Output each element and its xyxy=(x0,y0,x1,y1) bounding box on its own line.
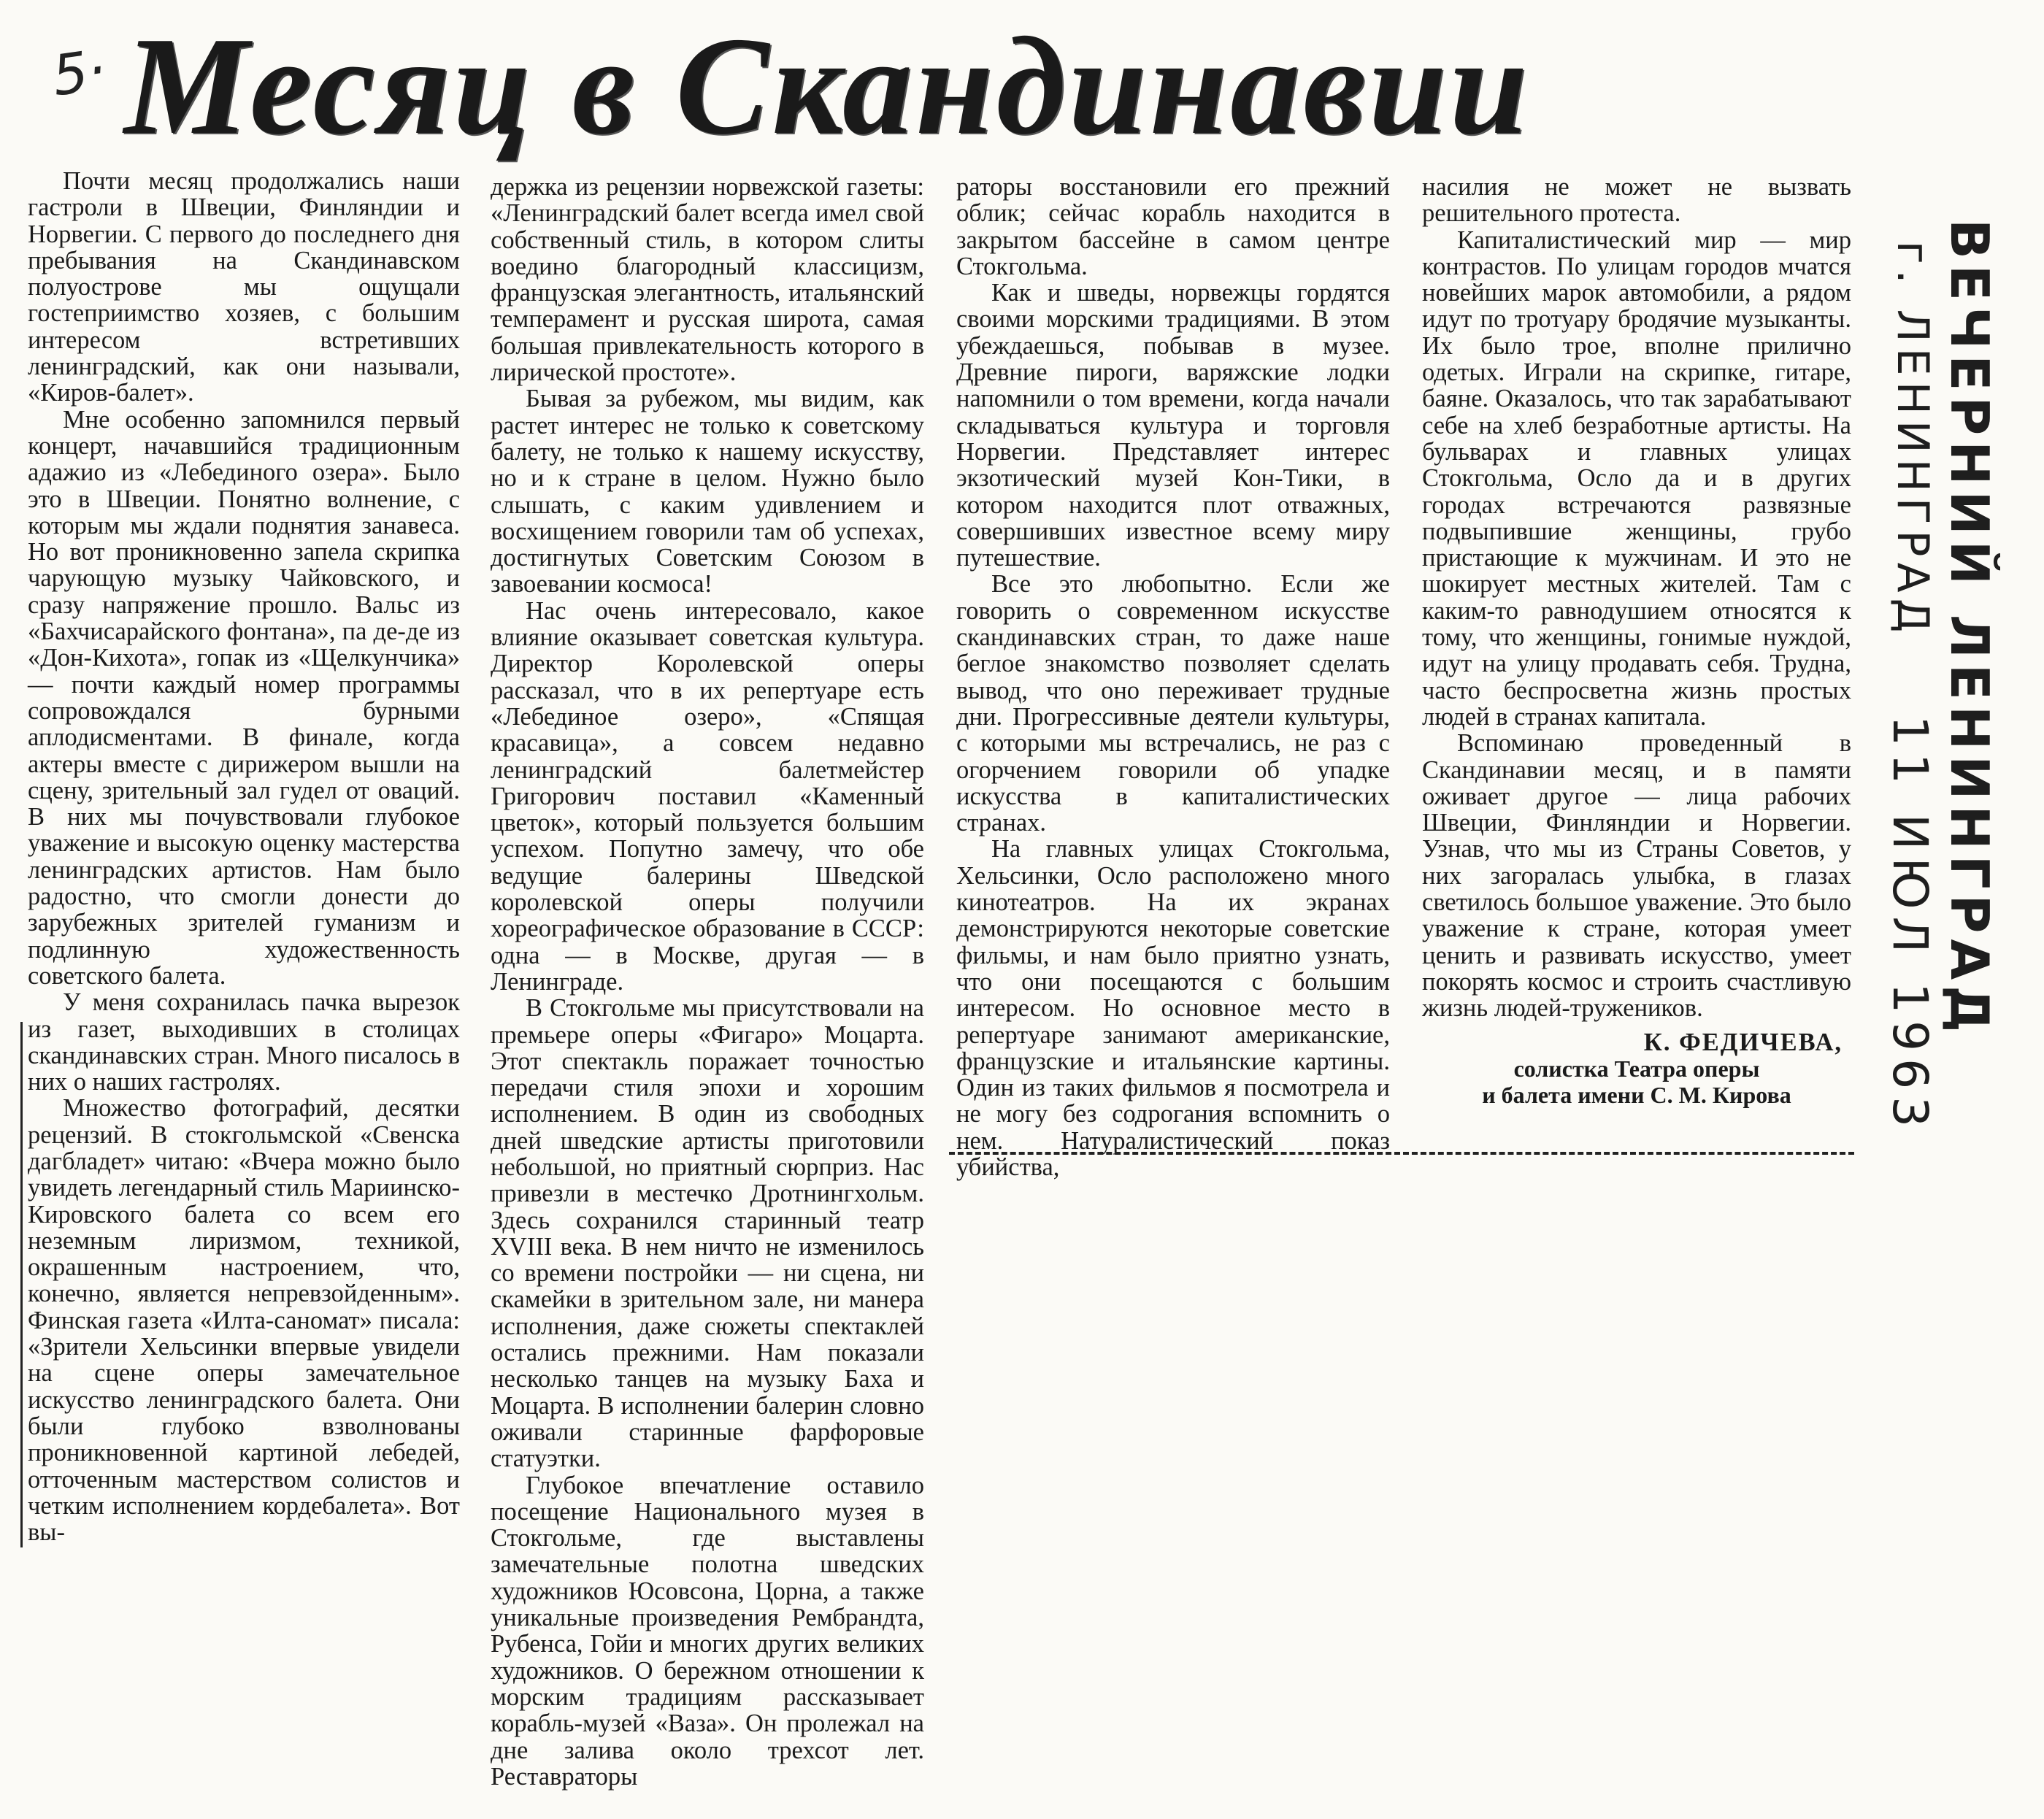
article-column-1 xyxy=(28,168,460,1545)
author-signature xyxy=(1422,1029,1851,1108)
author-role-line-2: и балета имени С. М. Кирова xyxy=(1482,1081,1791,1108)
article-column-2 xyxy=(491,174,924,1790)
paragraph: держка из рецензии норвежской газеты: «Ленинградский балет всегда имел свой собственный стиль, в котором слиты воедино благородный классицизм, французская элегантность, итальянский темперамент и русская широта, самая большая привлекательность которого в лирической простоте». xyxy=(491,173,924,387)
author-name: К. ФЕДИЧЕВА, xyxy=(1643,1028,1843,1056)
paragraph: На главных улицах Стокгольма, Хельсинки, Осло расположено много кинотеатров. На их экранах демонстрируются некоторые советские фильмы, и нам было приятно узнать, что они посещаются с большим интересом. Но основное место в репертуаре занимают американские, французские и итальянские картины. Один из таких фильмов я посмотрела и не могу без содрогания вспомнить о нем. Натуралистический показ убийства, xyxy=(956,835,1390,1181)
paragraph: В Стокгольме мы присутствовали на премьере оперы «Фигаро» Моцарта. Этот спектакль поражает точностью передачи стиля эпохи и хорошим исполнением. В один из свободных дней шведские артисты приготовили небольшой, но приятный сюрприз. Нас привезли в местечко Дротнингхольм. Здесь сохранился старинный театр XVIII века. В нем ничто не изменилось со времени постройки — ни сцена, ни скамейки в зрительном зале, ни манера исполнения, даже сюжеты спектаклей остались прежними. Нам показали несколько танцев на музыку Баха и Моцарта. В исполнении балерин словно оживали старинные фарфоровые статуэтки. xyxy=(491,994,924,1473)
paragraph: Как и шведы, норвежцы гордятся своими морскими традициями. В этом убеждаешься, побывав в музее. Древние пироги, варяжские лодки напомнили о том времени, когда начали складываться культура и торговля Норвегии. Представляет интерес экзотический музей Кон-Тики, в котором находится плот отважных, совершивших известное всему миру путешествие. xyxy=(956,279,1390,572)
author-role: солистка Театра оперы xyxy=(1513,1055,1760,1082)
paragraph: Нас очень интересовало, какое влияние оказывает советская культура. Директор Королевской оперы рассказал, что в их репертуаре есть «Лебединое озеро», «Спящая красавица», а совсем недавно ленинградский балетмейстер Григорович поставил «Каменный цветок», который пользуется большим успехом. Попутно замечу, что обе ведущие балерины Шведской королевской оперы получили хореографическое образование в СССР: одна — в Москве, другая — в Ленинграде. xyxy=(491,596,924,996)
paragraph: Множество фотографий, десятки рецензий. В стокгольмской «Свенска дагбладет» читаю: «Вчера можно было увидеть легендарный стиль Мариинско-Кировского балета со всем его неземным лиризмом, техникой, окрашенным настроением, что, конечно, является непревзойденным». Финская газета «Илта-саномат» писала: «Зрители Хельсинки впервые увидели на сцене оперы замечательное искусство ленинградского балета. Они были глубоко взволнованы проникновенной картиной лебедей, отточенным мастерством солистов и четким исполнением кордебалета». Вот вы- xyxy=(28,1094,460,1547)
paragraph: Вспоминаю проведенный в Скандинавии месяц, и в памяти оживает другое — лица рабочих Швеции, Финляндии и Норвегии. Узнав, что мы из Страны Советов, у них загоралась улыбка, в глазах светилось большое уважение. Это было уважение к стране, которая умеет ценить и развивать искусство, умеет покорять космос и строить счастливую жизнь людей-тружеников. xyxy=(1422,729,1851,1023)
newspaper-name-stamp: ВЕЧЕРНИЙ ЛЕНИНГРАД xyxy=(1939,219,2000,1039)
paragraph: Капиталистический мир — мир контрастов. По улицам городов мчатся новейших марок автомобили, а рядом идут по тротуару бродячие музыканты. Их было трое, вполне прилично одетых. Играли на скрипке, гитаре, баяне. Оказалось, что так зарабатывают себе на хлеб безработные артисты. На бульварах и главных улицах Стокгольма, Осло да и в других городах встречаются развязные подвыпившие женщины, грубо пристающие к мужчинам. И это не шокирует местных жителей. Там с каким-то равнодушием относятся к тому, что женщины, гонимые нуждой, идут на улицу продавать себя. Трудна, часто беспросветна жизнь простых людей в странах капитала. xyxy=(1422,226,1851,731)
article-column-4 xyxy=(1422,174,1851,1108)
paragraph: раторы восстановили его прежний облик; сейчас корабль находится в закрытом бассейне в самом центре Стокгольма. xyxy=(956,173,1390,280)
column-rule xyxy=(20,1022,23,1547)
handwritten-page-number: 5· xyxy=(48,36,110,109)
article-column-3 xyxy=(956,174,1390,1180)
paragraph: Глубокое впечатление оставило посещение Национального музея в Стокгольме, где выставлены замечательные полотна шведских художников Юсовсона, Цорна, а также уникальные произведения Рембрандта, Рубенса, Гойи и многих других великих художников. О бережном отношении к морским традициям рассказывает корабль-музей «Ваза». Он пролежал на дне залива около трехсот лет. Реставраторы xyxy=(491,1471,924,1791)
paragraph: насилия не может не вызвать решительного протеста. xyxy=(1422,173,1851,228)
city-stamp: г. ЛЕНИНГРАД xyxy=(1887,241,1938,639)
paragraph: Мне особенно запомнился первый концерт, начавшийся традиционным адажио из «Лебединого озера». Было это в Швеции. Понятно волнение, с которым мы ждали поднятия занавеса. Но вот проникновенно запела скрипка чарующую музыку Чайковского, и сразу напряжение прошло. Вальс из «Бахчисарайского фонтана», па де-де из «Дон-Кихота», гопак из «Щелкунчика» — почти каждый номер программы сопровождался бурными аплодисментами. В финале, когда актеры вместе с дирижером вышли на сцену, зрительный зал гудел от оваций. В них мы почувствовали глубокое уважение и высокую оценку мастерства ленинградских артистов. Нам было радостно, что смогли донести до зарубежных зрителей гуманизм и подлинную художественность советского балета. xyxy=(28,405,460,990)
date-stamp: 11 ИЮЛ 1963 xyxy=(1882,715,1938,1135)
paragraph: Все это любопытно. Если же говорить о современном искусстве скандинавских стран, то даже наше беглое знакомство позволяет сделать вывод, что оно переживает трудные дни. Прогрессивные деятели культуры, с которыми мы встречались, не раз с огорчением говорили об упадке искусства в капиталистических странах. xyxy=(956,570,1390,837)
headline: Месяц в Скандинавии xyxy=(124,8,1531,164)
paragraph: У меня сохранилась пачка вырезок из газет, выходивших в столицах скандинавских стран. Много писалось в них о наших гастролях. xyxy=(28,988,460,1096)
paragraph: Почти месяц продолжались наши гастроли в Швеции, Финляндии и Норвегии. С первого до последнего дня пребывания на Скандинавском полуострове мы ощущали гостеприимство хозяев, с большим интересом встретивших ленинградский, как они называли, «Киров-балет». xyxy=(28,167,460,407)
paragraph: Бывая за рубежом, мы видим, как растет интерес не только к советскому балету, не только к нашему искусству, но и к стране в целом. Нужно было слышать, с каким удивлением и восхищением говорили там об успехах, достигнутых Советским Союзом в завоевании космоса! xyxy=(491,385,924,599)
bottom-dashed-rule xyxy=(949,1152,1854,1155)
